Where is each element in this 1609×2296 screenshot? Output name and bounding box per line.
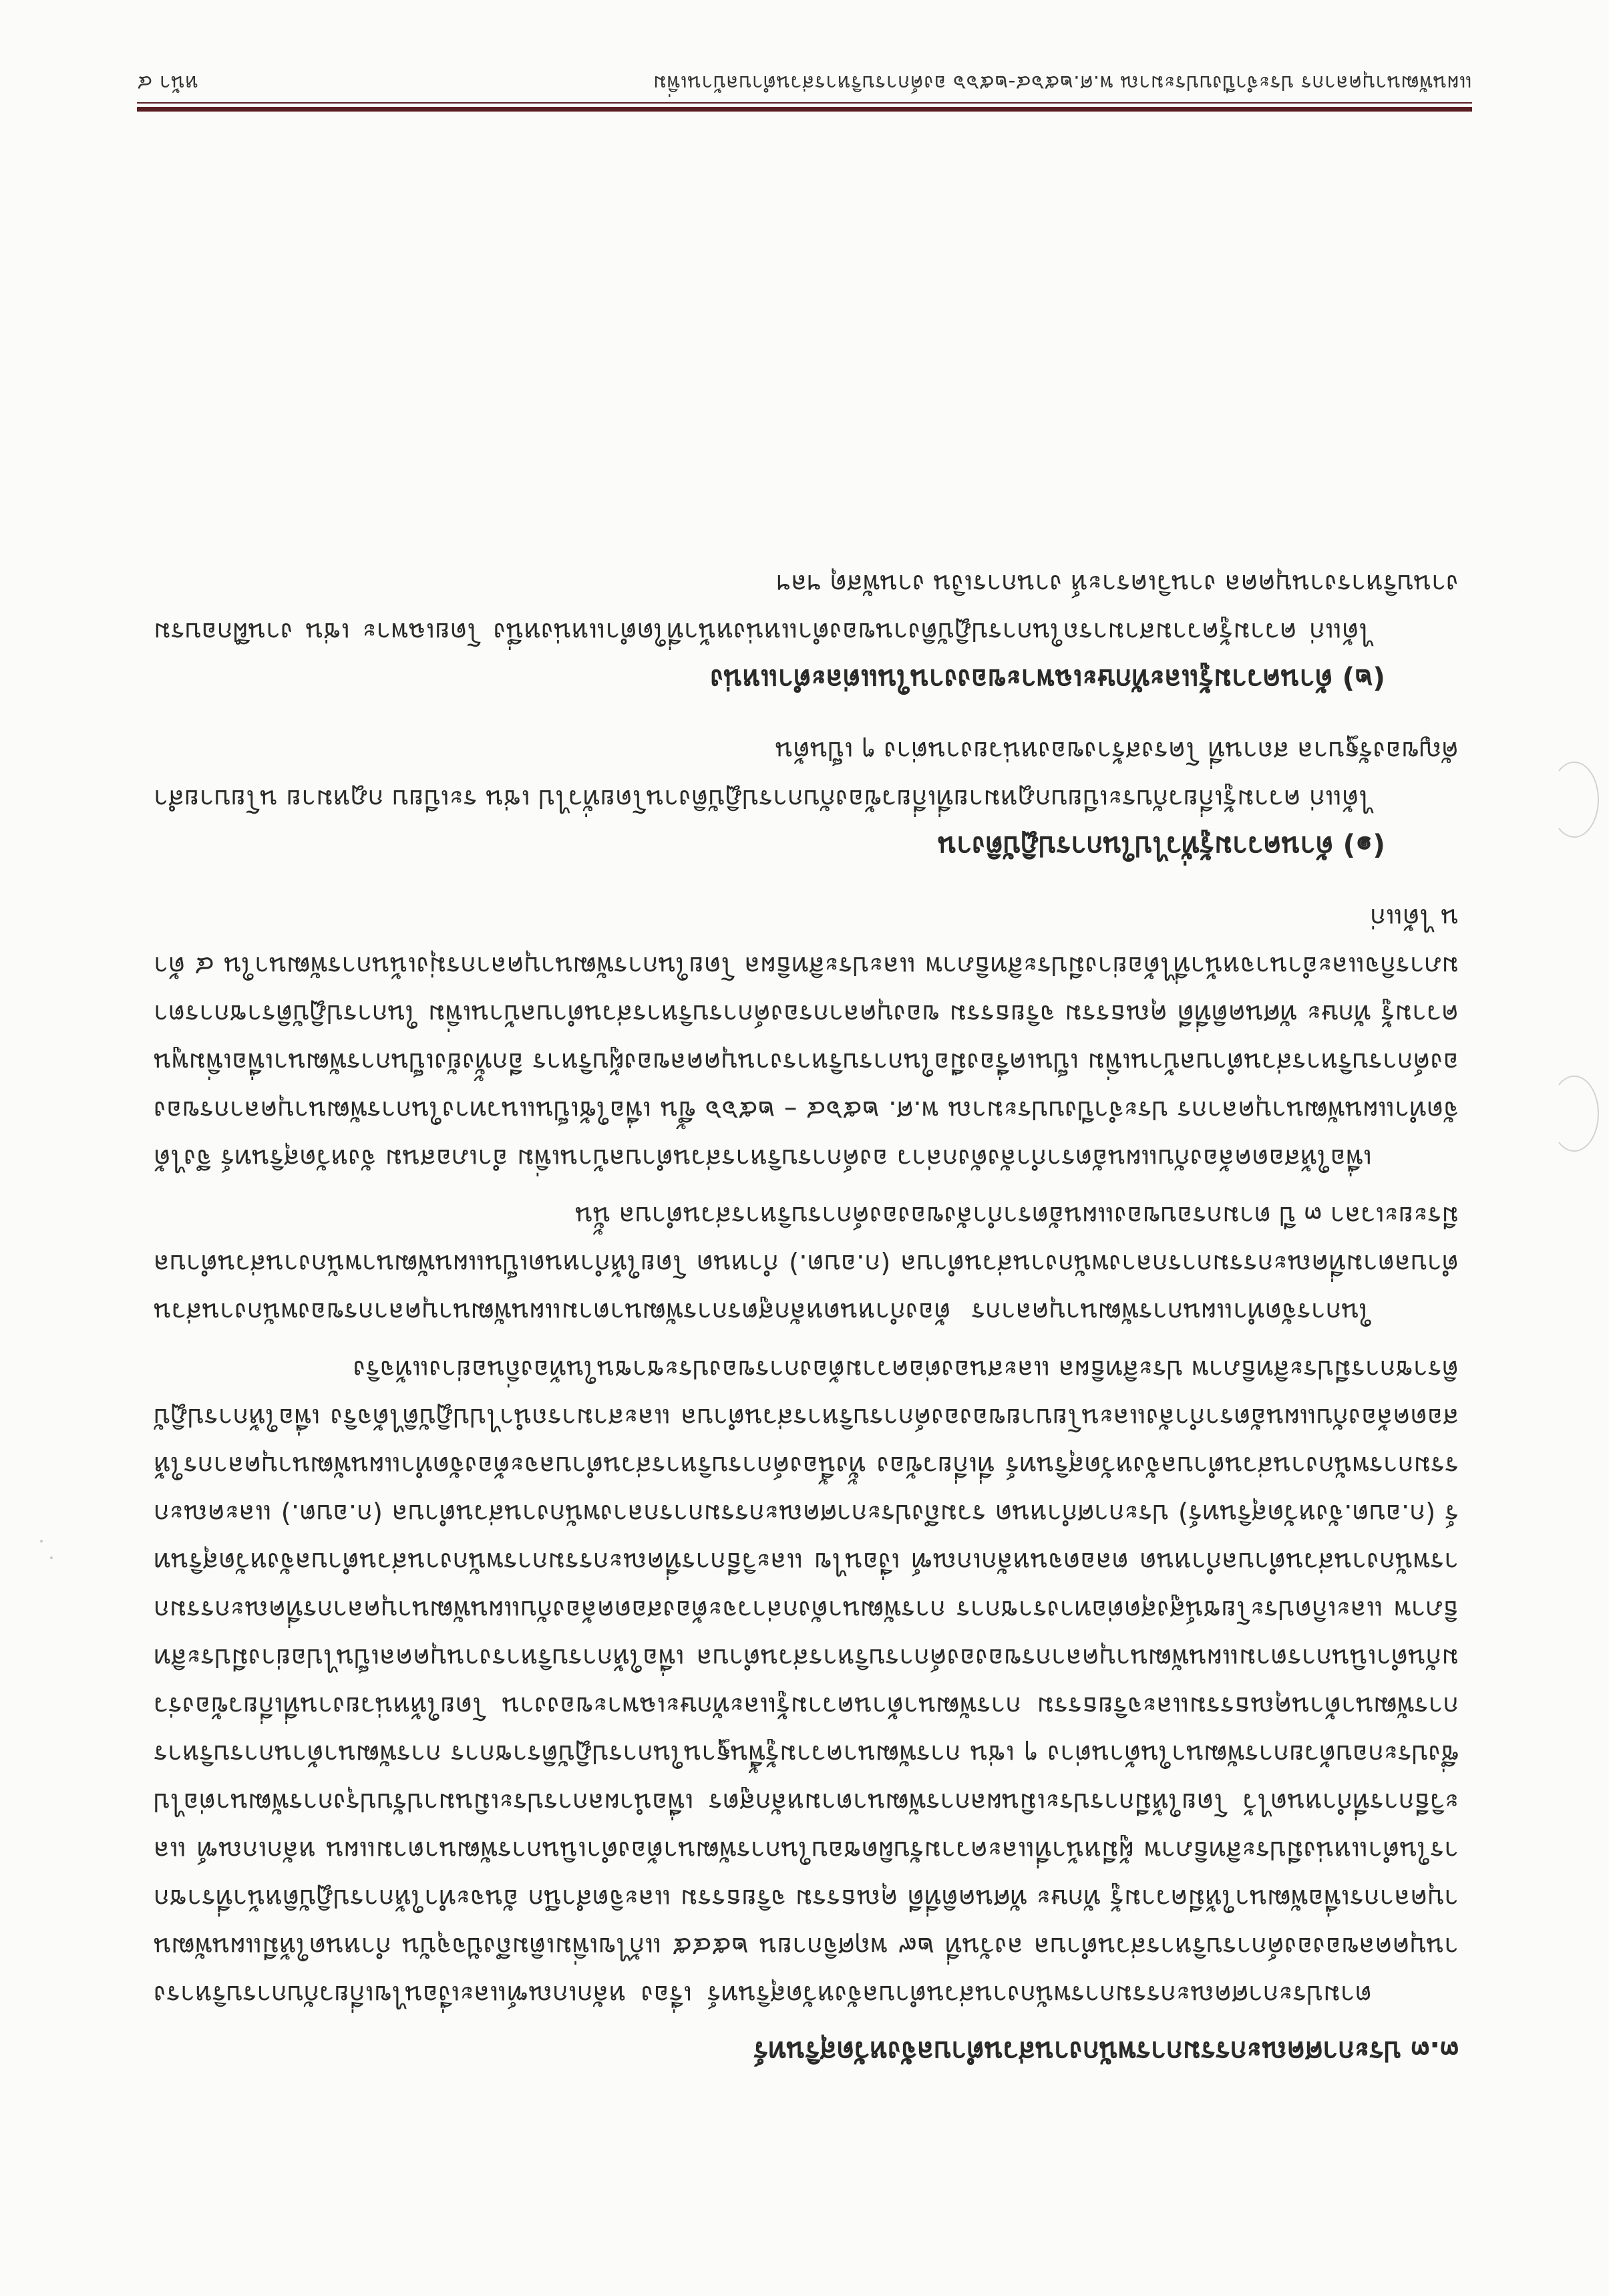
section-title: ๓.๓ ประกาศคณะกรรมการพนักงานส่วนตำบลจังหวัดสุรินทร์ — [753, 2035, 1459, 2068]
page-header — [137, 67, 1472, 98]
header-rule — [137, 107, 1472, 112]
body-paragraph: ตามประกาศคณะกรรมการพนักงานส่วนตำบลจังหวัดสุรินทร์ เรื่อง หลักเกณฑ์และเงื่อนไขเกี่ยวกับการบริหารงานบุคคลขององค์การบริหารส่วนตำบล ลงวันที่ ๒๙ พฤศจิกายน ๒๕๔๕ แก้ไขเพิ่มเติมถึงปัจจุบัน กำหนดให้มีแผนพัฒนาบุคลากรเพื่อพัฒนาให้มีความรู้ ทักษะ ทัศนคติที่ดี คุณธรรม จริยธรรม และจิตสำนึก อันจะทำให้การปฏิบัติหน้าที่ราชการในตำแหน่งมีประสิทธิภาพ ผู้มีหน้าที่และความรับผิดชอบในการพัฒนาต้องดำเนินการพัฒนาตามแผน หลักเกณฑ์ และวิธีการที่กำหนดไว้ โดยให้มีการประเมินผลการพัฒนาตามหลักสูตร เพื่อนำผลการประเมินมาปรับปรุงการพัฒนาต่อไป ซึ่งประกอบด้วยการพัฒนาในด้านต่าง ๆ เช่น การพัฒนาความรู้พื้นฐานในการปฏิบัติราชการ การพัฒนาด้านการบริหาร การพัฒนาด้านคุณธรรมและจริยธรรม การพัฒนาด้านความรู้และทักษะเฉพาะของงาน โดยให้หน่วยงานที่เกี่ยวข้องร่วมกันดำเนินการตามแผนพัฒนาบุคลากรขององค์การบริหารส่วนตำบล เพื่อให้การบริหารงานบุคคลเป็นไปอย่างมีประสิทธิภาพ และเกิดประโยชน์สูงสุดต่อทางราชการ การพัฒนาดังกล่าวจะต้องสอดคล้องกับแผนพัฒนาบุคลากรที่คณะกรรมการพนักงานส่วนตำบลกำหนด ตลอดจนหลักเกณฑ์ เงื่อนไข และวิธีการที่คณะกรรมการพนักงานส่วนตำบลจังหวัดสุรินทร์ (ก.อบต.จังหวัดสุรินทร์) ประกาศกำหนด รวมถึงประกาศคณะกรรมการกลางพนักงานส่วนตำบล (ก.อบต.) และคณะกรรมการพนักงานส่วนตำบลจังหวัดสุรินทร์ ที่เกี่ยวข้อง ทั้งนี้องค์การบริหารส่วนตำบลจะต้องจัดทำแผนพัฒนาบุคลากรให้สอดคล้องกับแผนอัตรากำลังและนโยบายขององค์การบริหารส่วนตำบล และสามารถนำไปปฏิบัติได้จริง เพื่อให้การปฏิบัติราชการมีประสิทธิภาพ ประสิทธิผล และสนองต่อความต้องการของประชาชนในท้องถิ่นอย่างแท้จริง — [154, 1354, 1459, 2009]
document-body — [154, 559, 1459, 2076]
body-paragraph: เพื่อให้สอดคล้องกับแผนอัตรากำลังดังกล่าว องค์การบริหารส่วนตำบลบ้านเพิ่ม อำเภอสนม จังหวัดสุรินทร์ จึงได้จัดทำแผนพัฒนาบุคลากร ประจำปีงบประมาณ พ.ศ. ๒๕๖๔ – ๒๕๖๖ ขึ้น เพื่อใช้เป็นแนวทางในการพัฒนาบุคลากรขององค์การบริหารส่วนตำบลบ้านเพิ่ม เป็นเครื่องมือในการบริหารงานบุคคลของผู้บริหาร อีกทั้งยังเป็นการพัฒนาเพื่อเพิ่มพูนความรู้ ทักษะ ทัศนคติที่ดี คุณธรรม จริยธรรม ของบุคลากรองค์การบริหารส่วนตำบลบ้านเพิ่ม ในการปฏิบัติราชการตามภารกิจและอำนาจหน้าที่ได้อย่างมีประสิทธิภาพ และประสิทธิผล โดยในการพัฒนาบุคลากรมุ่งเน้นการพัฒนาใน ๔ ด้าน ได้แก่ — [154, 903, 1459, 1173]
item-paragraph: ได้แก่ ความรู้ความสามารถในการปฏิบัติงานของตำแหน่งหน้าที่ใดตำแหน่งหนึ่ง โดยเฉพาะ เช่น งานฝึกอบรม งานบริหารงานบุคคล งานวิเคราะห์ งานการเงิน งานพัสดุ ฯลฯ — [154, 568, 1459, 647]
page-number: หน้า ๔ — [137, 71, 198, 94]
body-paragraph: ในการจัดทำแผนการพัฒนาบุคลากร ต้องกำหนดหลักสูตรการพัฒนาตามแผนพัฒนาบุคลากรของพนักงานส่วนตำบลตามที่คณะกรรมการกลางพนักงานส่วนตำบล (ก.อบต.) กำหนด โดยให้กำหนดเป็นแผนพัฒนาพนักงานส่วนตำบล มีระยะเวลา ๓ ปี ตามกรอบของแผนอัตรากำลังขององค์การบริหารส่วนตำบล นั้น — [154, 1200, 1459, 1327]
header-rule-thin — [137, 102, 1472, 104]
item-paragraph: ได้แก่ ความรู้เกี่ยวกับระเบียบกฎหมายที่เกี่ยวข้องกับการปฏิบัติงานโดยทั่วไป เช่น ระเบียบ กฎหมาย นโยบายสำคัญของรัฐบาล สถานที่ โครงสร้างของหน่วยงานต่าง ๆ เป็นต้น — [154, 735, 1459, 814]
item-heading: (๒) ด้านความรู้และทักษะเฉพาะของงานในแต่ละตำแหน่ง — [710, 663, 1385, 695]
item-heading: (๑) ด้านความรู้ทั่วไปในการปฏิบัติงาน — [938, 830, 1385, 862]
header-title: แผนพัฒนาบุคลากร ประจำปีงบประมาณ พ.ศ.๒๕๖๔-๒๕๖๖ องค์การบริหารส่วนตำบลบ้านเพิ่ม — [653, 71, 1472, 94]
